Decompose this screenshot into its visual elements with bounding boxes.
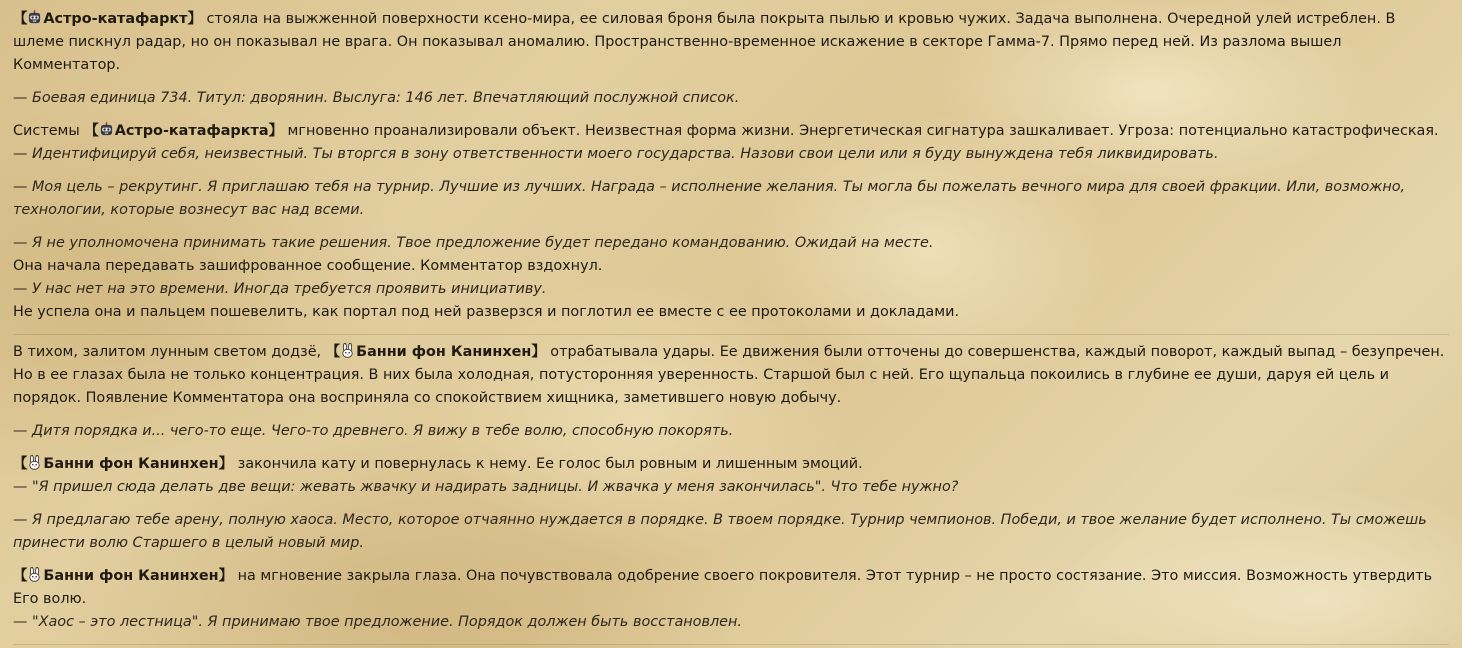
open-bracket: 【 — [13, 456, 28, 472]
paragraph-text: закончила кату и повернулась к нему. Ее голос был ровным и лишенным эмоций. — [233, 456, 863, 472]
narration-paragraph — [13, 120, 1449, 143]
paragraph-text: стояла на выжженной поверхности ксено-мира, ее силовая броня была покрыта пылью и кровью чужих. Задача выполнена. Очередной улей истреблен. В шлеме пискнул радар, но он показывал не врага. Он показывал аномалию. Пространственно-временное искажение в секторе Гамма-7. Прямо перед ней. Из разлома вышел Комментатор. — [13, 11, 1396, 73]
character-name: Астро-катафаркта — [114, 123, 269, 139]
paragraph-text: Не успела она и пальцем пошевелить, как портал под ней разверзся и поглотил ее вместе с ее протоколами и докладами. — [13, 304, 960, 320]
open-bracket: 【 — [13, 568, 28, 584]
paragraph-text: — "Хаос – это лестница". Я принимаю твое предложение. Порядок должен быть восстановлен. — [13, 614, 742, 630]
paragraph-text: — У нас нет на это времени. Иногда требуется проявить инициативу. — [13, 281, 547, 297]
paragraph-lead-text: Системы — [13, 123, 85, 139]
open-bracket: 【 — [84, 123, 99, 139]
character-tag — [13, 11, 202, 27]
narration-paragraph — [13, 301, 1449, 324]
rabbit-face-icon — [27, 456, 43, 472]
character-tag — [84, 123, 283, 139]
open-bracket: 【 — [325, 344, 341, 360]
dialogue-line — [13, 611, 1449, 634]
paragraph-text: Она начала передавать зашифрованное сообщение. Комментатор вздохнул. — [13, 258, 603, 274]
close-bracket: 】 — [218, 568, 234, 584]
character-name: Астро-катафаркт — [43, 11, 188, 27]
character-tag — [13, 456, 233, 472]
close-bracket: 】 — [268, 123, 283, 139]
paragraph-lead-text: В тихом, залитом лунным светом додзё, — [13, 344, 326, 360]
dialogue-line — [13, 87, 1449, 110]
character-tag — [13, 568, 233, 584]
dialogue-line — [13, 176, 1449, 222]
paragraph-text: — Идентифицируй себя, неизвестный. Ты вторгся в зону ответственности моего государства. Назови свои цели или я буду вынуждена тебя ликвидировать. — [13, 146, 1219, 162]
narration-paragraph — [13, 565, 1449, 611]
narration-paragraph — [13, 8, 1449, 77]
open-bracket: 【 — [13, 11, 28, 27]
paragraph-text: на мгновение закрыла глаза. Она почувствовала одобрение своего покровителя. Этот турнир – не просто состязание. Это миссия. Возможность утвердить Его волю. — [13, 568, 1433, 607]
dialogue-line — [13, 509, 1449, 555]
paragraph-text: — "Я пришел сюда делать две вещи: жевать жвачку и надирать задницы. И жвачка у меня закончилась". Что тебе нужно? — [13, 479, 959, 495]
character-tag — [326, 344, 546, 360]
rabbit-face-icon — [27, 568, 43, 584]
paragraph-text: — Я предлагаю тебе арену, полную хаоса. Место, которое отчаянно нуждается в порядке. В твоем порядке. Турнир чемпионов. Победи, и твое желание будет исполнено. Ты сможешь принести волю Старшего в целый новый мир. — [13, 512, 1427, 551]
close-bracket: 】 — [218, 456, 234, 472]
character-name: Банни фон Канинхен — [43, 456, 219, 472]
paragraph-text: — Моя цель – рекрутинг. Я приглашаю тебя на турнир. Лучшие из лучших. Награда – исполнение желания. Ты могла бы пожелать вечного мира для своей фракции. Или, возможно, технологии, которые вознесут вас над всеми. — [13, 179, 1406, 218]
character-name: Банни фон Канинхен — [43, 568, 219, 584]
narration-paragraph — [13, 453, 1449, 476]
robot-face-icon — [27, 11, 43, 27]
dialogue-line — [13, 232, 1449, 255]
narration-paragraph — [13, 341, 1449, 410]
story-section — [13, 8, 1449, 335]
paragraph-text: — Боевая единица 734. Титул: дворянин. Выслуга: 146 лет. Впечатляющий послужной список. — [13, 90, 740, 106]
dialogue-line — [13, 278, 1449, 301]
rabbit-face-icon — [340, 344, 356, 360]
close-bracket: 】 — [531, 344, 546, 360]
dialogue-line — [13, 143, 1449, 166]
story-section — [13, 341, 1449, 645]
close-bracket: 】 — [187, 11, 202, 27]
paragraph-text: — Я не уполномочена принимать такие решения. Твое предложение будет передано командованию. Ожидай на месте. — [13, 235, 934, 251]
paragraph-text: отрабатывала удары. Ее движения были отточены до совершенства, каждый поворот, каждый выпад – безупречен. Но в ее глазах была не только концентрация. В них была холодная, потусторонняя уверенность. Старшой был с ней. Его щупальца покоились в глубине ее души, даруя ей цель и порядок. Появление Комментатора она восприняла со спокойствием хищника, заметившего новую добычу. — [13, 344, 1445, 406]
robot-face-icon — [99, 123, 115, 139]
paragraph-text: мгновенно проанализировали объект. Неизвестная форма жизни. Энергетическая сигнатура зашкаливает. Угроза: потенциально катастрофическая. — [282, 123, 1439, 139]
narration-paragraph — [13, 255, 1449, 278]
dialogue-line — [13, 476, 1449, 499]
paragraph-text: — Дитя порядка и... чего-то еще. Чего-то древнего. Я вижу в тебе волю, способную покорять. — [13, 423, 734, 439]
dialogue-line — [13, 420, 1449, 443]
character-name: Банни фон Канинхен — [356, 344, 532, 360]
